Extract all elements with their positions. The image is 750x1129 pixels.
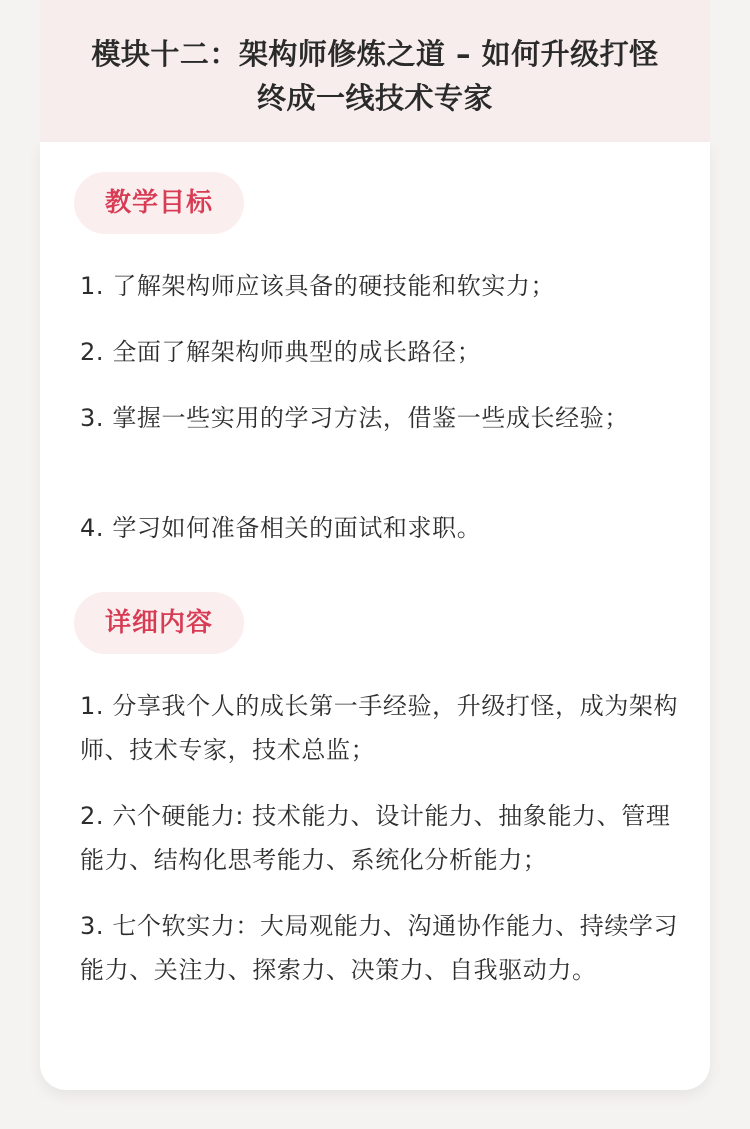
goal-item: 3. 掌握一些实用的学习方法，借鉴一些成长经验； [80, 404, 629, 432]
goal-item: 1. 了解架构师应该具备的硬技能和软实力； [80, 272, 556, 300]
module-title-line-1: 模块十二：架构师修炼之道 – 如何升级打怪 [91, 37, 659, 71]
detail-item: 2. 六个硬能力: 技术能力、设计能力、抽象能力、管理能力、结构化思考能力、系统化分析能力； [80, 802, 671, 874]
module-title-line-2: 终成一线技术专家 [256, 81, 493, 115]
goal-item: 4. 学习如何准备相关的面试和求职。 [80, 514, 482, 542]
detail-item: 3. 七个软实力：大局观能力、沟通协作能力、持续学习能力、关注力、探索力、决策力、自我驱动力。 [80, 912, 679, 984]
section-label-details: 详细内容 [74, 592, 244, 654]
module-title-banner [40, 0, 710, 142]
section-label-goals: 教学目标 [74, 172, 244, 234]
goal-item: 2. 全面了解架构师典型的成长路径； [80, 338, 482, 366]
detail-item: 1. 分享我个人的成长第一手经验，升级打怪，成为架构师、技术专家，技术总监； [80, 692, 679, 764]
content-card [40, 142, 710, 1090]
